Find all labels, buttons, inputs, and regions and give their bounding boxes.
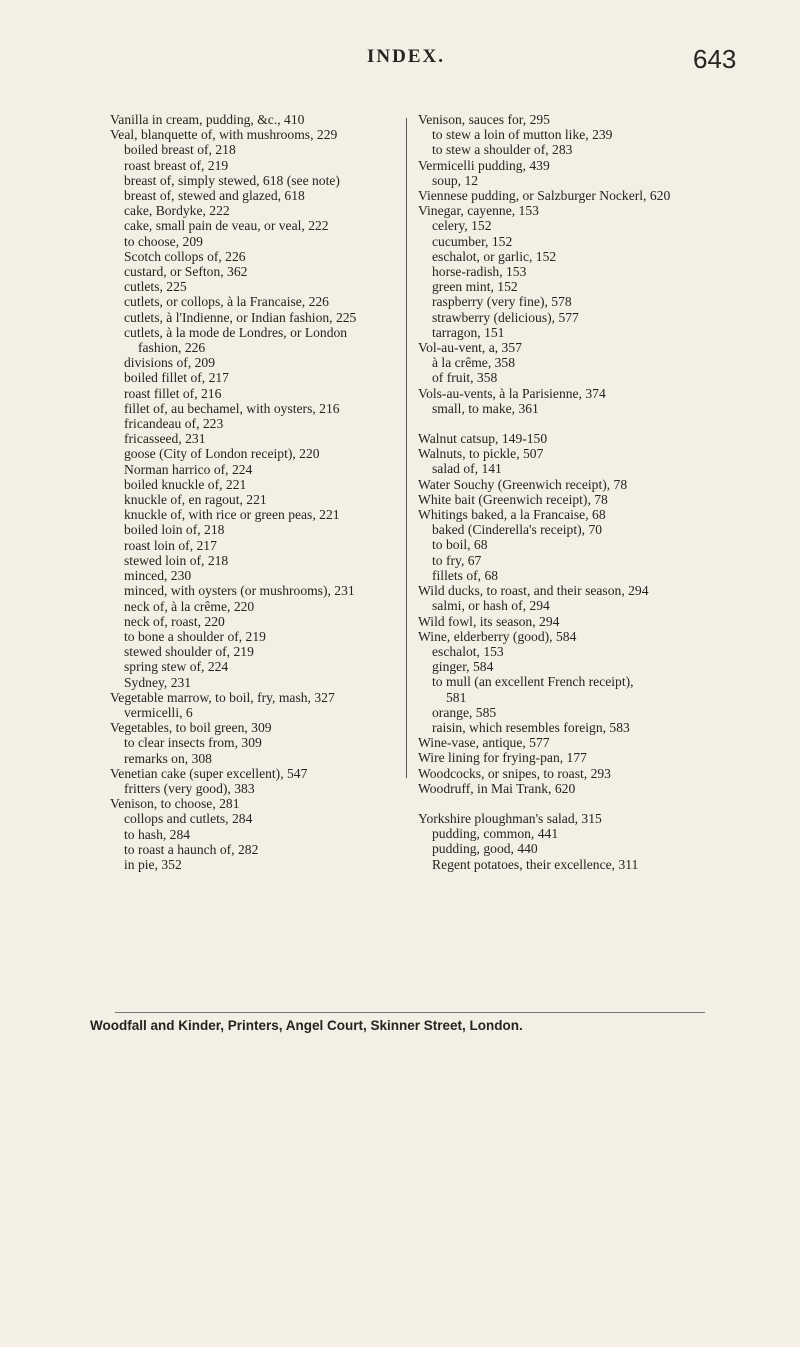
index-entry: vermicelli, 6 — [124, 704, 193, 720]
index-entry: fillets of, 68 — [432, 567, 499, 583]
index-entry: Whitings baked, a la Francaise, 68 — [418, 507, 606, 523]
printer-imprint: Woodfall and Kinder, Printers, Angel Court, Skinner Street, London. — [90, 1018, 523, 1033]
index-entry: breast of, simply stewed, 618 (see note) — [124, 172, 340, 188]
index-entry: cutlets, à l'Indienne, or Indian fashion, 225 — [124, 309, 357, 325]
index-entry: tarragon, 151 — [432, 324, 505, 340]
index-entry: Vegetable marrow, to boil, fry, mash, 327 — [110, 689, 335, 705]
index-entry: to stew a shoulder of, 283 — [432, 142, 573, 158]
index-entry: Venetian cake (super excellent), 547 — [110, 765, 308, 781]
index-entry: Walnut catsup, 149-150 — [418, 431, 548, 447]
index-entry: Yorkshire ploughman's salad, 315 — [418, 810, 602, 826]
index-entry: cutlets, 225 — [124, 279, 187, 295]
index-entry: to stew a loin of mutton like, 239 — [432, 127, 613, 143]
index-entry: Woodcocks, or snipes, to roast, 293 — [418, 765, 611, 781]
index-entry: cutlets, or collops, à la Francaise, 226 — [124, 294, 329, 310]
index-entry: to fry, 67 — [432, 552, 482, 568]
column-divider — [406, 118, 407, 778]
index-entry: eschalot, 153 — [432, 643, 504, 659]
index-entry: salmi, or hash of, 294 — [432, 598, 550, 614]
index-entry: stewed shoulder of, 219 — [124, 644, 254, 660]
index-entry: goose (City of London receipt), 220 — [124, 446, 320, 462]
index-entry: pudding, good, 440 — [432, 841, 538, 857]
index-entry: boiled knuckle of, 221 — [124, 476, 247, 492]
index-entry: salad of, 141 — [432, 461, 502, 477]
index-entry: orange, 585 — [432, 704, 497, 720]
index-entry: spring stew of, 224 — [124, 659, 229, 675]
index-entry: remarks on, 308 — [124, 750, 212, 766]
index-entry: fashion, 226 — [138, 340, 206, 356]
index-entry: fricasseed, 231 — [124, 431, 206, 447]
index-entry: Regent potatoes, their excellence, 311 — [432, 856, 639, 872]
index-entry: cutlets, à la mode de Londres, or London — [124, 324, 348, 340]
index-entry: à la crême, 358 — [432, 355, 516, 371]
index-entry: minced, with oysters (or mushrooms), 231 — [124, 583, 355, 599]
index-entry: cake, small pain de veau, or veal, 222 — [124, 218, 329, 234]
index-entry: roast loin of, 217 — [124, 537, 217, 553]
index-entry: boiled fillet of, 217 — [124, 370, 229, 386]
index-entry: Vegetables, to boil green, 309 — [110, 720, 272, 736]
index-entry: Veal, blanquette of, with mushrooms, 229 — [110, 127, 338, 143]
index-entry: fillet of, au bechamel, with oysters, 216 — [124, 400, 340, 416]
index-entry: divisions of, 209 — [124, 355, 216, 371]
index-entry: raspberry (very fine), 578 — [432, 294, 572, 310]
index-entry: stewed loin of, 218 — [124, 552, 229, 568]
index-entry: Venison, to choose, 281 — [110, 796, 240, 812]
index-title: INDEX. — [367, 46, 445, 67]
index-entry: Woodruff, in Mai Trank, 620 — [418, 780, 576, 796]
index-entry: neck of, roast, 220 — [124, 613, 225, 629]
index-entry: soup, 12 — [432, 172, 479, 188]
index-entry: custard, or Sefton, 362 — [124, 264, 248, 280]
index-entry: knuckle of, en ragout, 221 — [124, 492, 267, 508]
index-entry: strawberry (delicious), 577 — [432, 309, 579, 325]
index-entry: raisin, which resembles foreign, 583 — [432, 719, 630, 735]
footer-rule — [115, 1012, 705, 1013]
page-number: 643 — [693, 44, 737, 74]
index-entry: to hash, 284 — [124, 826, 191, 842]
index-column-left — [110, 112, 400, 872]
index-entry: ginger, 584 — [432, 659, 494, 675]
index-entry: 581 — [446, 689, 467, 705]
index-entry: in pie, 352 — [124, 856, 182, 872]
index-entry: fritters (very good), 383 — [124, 780, 255, 796]
index-entry: Vol-au-vent, a, 357 — [418, 340, 522, 356]
index-entry: to bone a shoulder of, 219 — [124, 628, 266, 644]
index-entry: baked (Cinderella's receipt), 70 — [432, 522, 603, 538]
index-entry: White bait (Greenwich receipt), 78 — [418, 491, 608, 507]
index-entry: breast of, stewed and glazed, 618 — [124, 188, 305, 204]
index-entry: Wire lining for frying-pan, 177 — [418, 750, 587, 766]
index-entry: celery, 152 — [432, 218, 492, 234]
index-entry: Norman harrico of, 224 — [124, 461, 253, 477]
index-entry: Vinegar, cayenne, 153 — [418, 203, 539, 219]
index-entry: Sydney, 231 — [124, 674, 192, 690]
index-entry: to boil, 68 — [432, 537, 488, 553]
index-entry: Scotch collops of, 226 — [124, 248, 246, 264]
index-entry: Water Souchy (Greenwich receipt), 78 — [418, 476, 628, 492]
index-entry: knuckle of, with rice or green peas, 221 — [124, 507, 340, 523]
index-entry: to clear insects from, 309 — [124, 735, 262, 751]
index-column-right — [418, 112, 708, 872]
index-entry: Wine, elderberry (good), 584 — [418, 628, 577, 644]
index-entry: Wild ducks, to roast, and their season, 294 — [418, 583, 649, 599]
index-entry: roast fillet of, 216 — [124, 385, 222, 401]
index-entry: minced, 230 — [124, 568, 192, 584]
index-entry: collops and cutlets, 284 — [124, 811, 253, 827]
index-entry: Vermicelli pudding, 439 — [418, 157, 550, 173]
index-entry: Wine-vase, antique, 577 — [418, 735, 550, 751]
index-entry: cucumber, 152 — [432, 233, 513, 249]
index-entry: neck of, à la crême, 220 — [124, 598, 255, 614]
index-entry: Venison, sauces for, 295 — [418, 112, 550, 127]
index-entry: Walnuts, to pickle, 507 — [418, 446, 544, 462]
index-entry: roast breast of, 219 — [124, 157, 229, 173]
index-entry: eschalot, or garlic, 152 — [432, 248, 557, 264]
index-entry: of fruit, 358 — [432, 370, 498, 386]
page-header — [0, 44, 800, 84]
index-entry: to roast a haunch of, 282 — [124, 841, 259, 857]
index-entry: Vols-au-vents, à la Parisienne, 374 — [418, 385, 606, 401]
index-entry: boiled loin of, 218 — [124, 522, 225, 538]
index-entry: boiled breast of, 218 — [124, 142, 236, 158]
index-entry: cake, Bordyke, 222 — [124, 203, 230, 219]
index-entry: green mint, 152 — [432, 279, 518, 295]
index-entry: small, to make, 361 — [432, 400, 539, 416]
index-entry: Viennese pudding, or Salzburger Nockerl, 620 — [418, 188, 671, 204]
index-entry: to choose, 209 — [124, 233, 203, 249]
index-entry: Wild fowl, its season, 294 — [418, 613, 560, 629]
index-entry: Vanilla in cream, pudding, &c., 410 — [110, 112, 305, 127]
index-entry: pudding, common, 441 — [432, 826, 559, 842]
index-entry: to mull (an excellent French receipt), — [432, 674, 634, 690]
index-entry: horse-radish, 153 — [432, 264, 527, 280]
index-entry: fricandeau of, 223 — [124, 416, 224, 432]
